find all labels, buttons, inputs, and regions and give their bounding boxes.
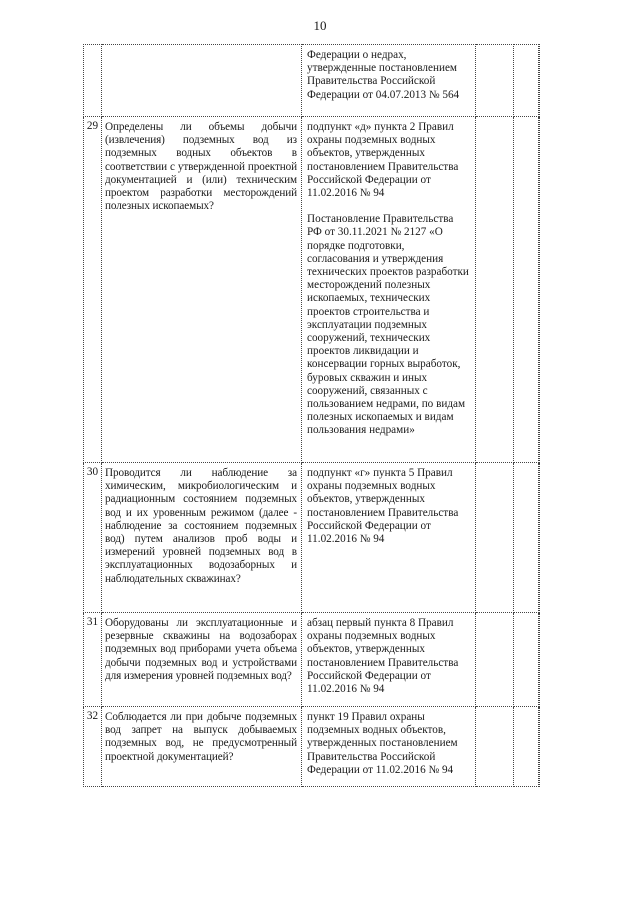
legal-basis-text: абзац первый пункта 8 Правил охраны подземных водных объектов, утвержденных постановлением Правительства Российской Федерации от 11.02.2016 № 94 [307,617,459,696]
answer-na-cell[interactable] [539,45,540,117]
table-row [84,463,540,613]
question-cell: Соблюдается ли при добыче подземных вод запрет на выпуск добываемых подземных вод, не предусмотренный проектной документацией? [102,707,302,787]
answer-na-cell[interactable] [539,463,540,613]
answer-yes-cell[interactable] [476,463,514,613]
table-row [84,45,540,117]
answer-na-cell[interactable] [539,117,540,463]
legal-basis-cell [302,45,476,117]
row-number [84,45,102,117]
answer-no-cell[interactable] [514,613,539,707]
answer-na-cell[interactable] [539,707,540,787]
legal-basis-cell [302,117,476,463]
answer-no-cell[interactable] [514,463,539,613]
answer-yes-cell[interactable] [476,707,514,787]
legal-basis-text: пункт 19 Правил охраны подземных водных объектов, утвержденных постановлением Правительства Российской Федерации от 11.02.2016 № 94 [307,711,458,776]
question-cell [102,45,302,117]
legal-basis-text: подпункт «д» пункта 2 Правил охраны подземных водных объектов, утвержденных постановлением Правительства Российской Федерации от 11.02.2016 № 94 [307,121,459,200]
answer-yes-cell[interactable] [476,45,514,117]
legal-basis-text: подпункт «г» пункта 5 Правил охраны подземных водных объектов, утвержденных постановлением Правительства Российской Федерации от 11.02.2016 № 94 [307,467,459,546]
legal-basis-cell [302,463,476,613]
checklist-table [83,44,540,787]
question-cell: Определены ли объемы добычи (извлечения) подземных вод из подземных водных объектов в соответствии с утвержденной проектной документацией и (или) техническим проектом разработки месторождений полезных ископаемых? [102,117,302,463]
legal-basis-text: Постановление Правительства РФ от 30.11.2021 № 2127 «О порядке подготовки, согласования и утверждения технических проектов разработки месторождений полезных ископаемых, технических проектов строительства и эксплуатации подземных сооружений, технических проектов ликвидации и консервации горных выработок, буровых скважин и иных сооружений, связанных с пользованием недрами, по видам полезных ископаемых и видам пользования недрами» [307,213,469,437]
answer-no-cell[interactable] [514,707,539,787]
page-number: 10 [313,18,327,33]
row-number: 30 [84,463,102,613]
question-cell: Проводится ли наблюдение за химическим, микробиологическим и радиационным состоянием подземных вод и их уровенным режимом (далее - наблюдение за состоянием подземных вод) путем анализов проб воды и измерений уровней подземных вод в эксплуатационных водозаборных и наблюдательных скважинах? [102,463,302,613]
table-row [84,117,540,463]
answer-no-cell[interactable] [514,45,539,117]
answer-yes-cell[interactable] [476,613,514,707]
table-row [84,707,540,787]
row-number: 29 [84,117,102,463]
question-cell: Оборудованы ли эксплуатационные и резервные скважины на водозаборах подземных вод приборами учета объема добычи подземных вод и устройствами для измерения уровней подземных вод? [102,613,302,707]
answer-na-cell[interactable] [539,613,540,707]
legal-basis-cell [302,613,476,707]
answer-no-cell[interactable] [514,117,539,463]
table-row [84,613,540,707]
row-number: 31 [84,613,102,707]
legal-basis-cell [302,707,476,787]
answer-yes-cell[interactable] [476,117,514,463]
row-number: 32 [84,707,102,787]
legal-basis-text: Федерации о недрах, утвержденные постановлением Правительства Российской Федерации от 04.07.2013 № 564 [307,49,460,101]
